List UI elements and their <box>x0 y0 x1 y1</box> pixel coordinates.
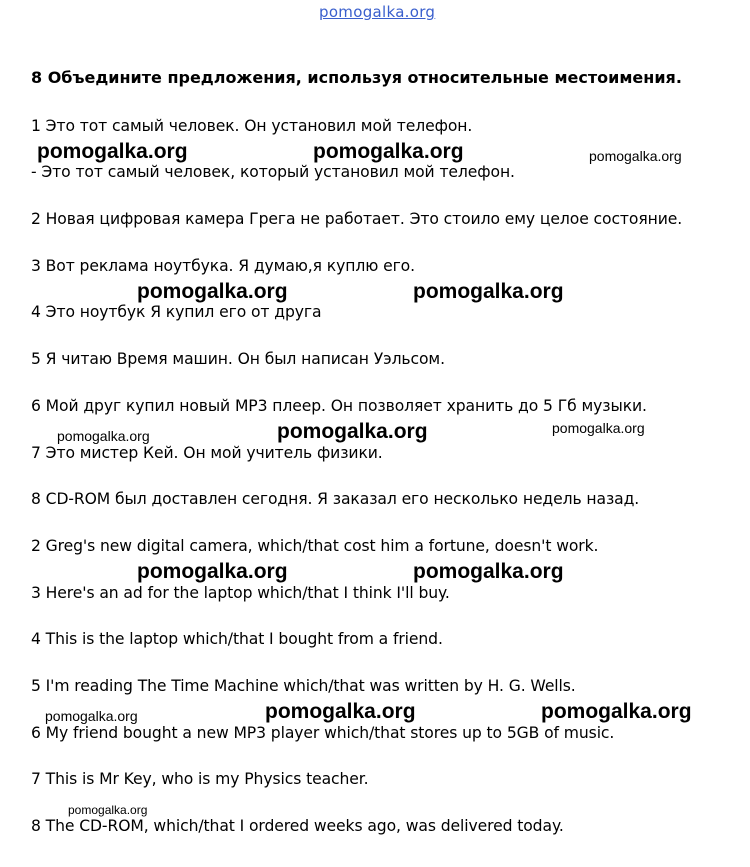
watermark: pomogalka.org <box>413 560 564 583</box>
watermark: pomogalka.org <box>589 148 682 164</box>
watermark: pomogalka.org <box>68 803 148 817</box>
watermark: pomogalka.org <box>137 280 288 303</box>
sentence-line: - Это тот самый человек, который установил мой телефон. <box>31 163 515 181</box>
sentence-line: 8 The CD-ROM, which/that I ordered weeks ago, was delivered today. <box>31 817 564 835</box>
sentence-line: 3 Вот реклама ноутбука. Я думаю,я куплю его. <box>31 257 415 275</box>
sentence-line: 7 This is Mr Key, who is my Physics teacher. <box>31 770 369 788</box>
sentence-line: 4 Это ноутбук Я купил его от друга <box>31 303 322 321</box>
sentence-line: 6 My friend bought a new MP3 player which/that stores up to 5GB of music. <box>31 724 615 742</box>
watermark: pomogalka.org <box>137 560 288 583</box>
watermark: pomogalka.org <box>37 140 188 163</box>
watermark: pomogalka.org <box>552 420 645 436</box>
sentence-line: 6 Мой друг купил новый МР3 плеер. Он позволяет хранить до 5 Гб музыки. <box>31 397 647 415</box>
sentence-line: 5 Я читаю Время машин. Он был написан Уэльсом. <box>31 350 445 368</box>
sentence-line: 5 I'm reading The Time Machine which/that was written by H. G. Wells. <box>31 677 576 695</box>
sentence-line: 3 Here's an ad for the laptop which/that I think I'll buy. <box>31 584 450 602</box>
watermark: pomogalka.org <box>277 420 428 443</box>
watermark: pomogalka.org <box>313 140 464 163</box>
site-link[interactable]: pomogalka.org <box>319 3 436 21</box>
sentence-line: 7 Это мистер Кей. Он мой учитель физики. <box>31 444 383 462</box>
sentence-line: 1 Это тот самый человек. Он установил мой телефон. <box>31 117 473 135</box>
watermark: pomogalka.org <box>265 700 416 723</box>
sentence-line: 4 This is the laptop which/that I bought from a friend. <box>31 630 443 648</box>
sentence-line: 2 Новая цифровая камера Грега не работает. Это стоило ему целое состояние. <box>31 210 683 228</box>
watermark: pomogalka.org <box>57 428 150 444</box>
watermark: pomogalka.org <box>413 280 564 303</box>
task-heading: 8 Объедините предложения, используя относительные местоимения. <box>31 68 682 87</box>
watermark: pomogalka.org <box>45 708 138 724</box>
watermark: pomogalka.org <box>541 700 692 723</box>
sentence-line: 8 CD-ROM был доставлен сегодня. Я заказал его несколько недель назад. <box>31 490 640 508</box>
sentence-line: 2 Greg's new digital camera, which/that cost him a fortune, doesn't work. <box>31 537 599 555</box>
